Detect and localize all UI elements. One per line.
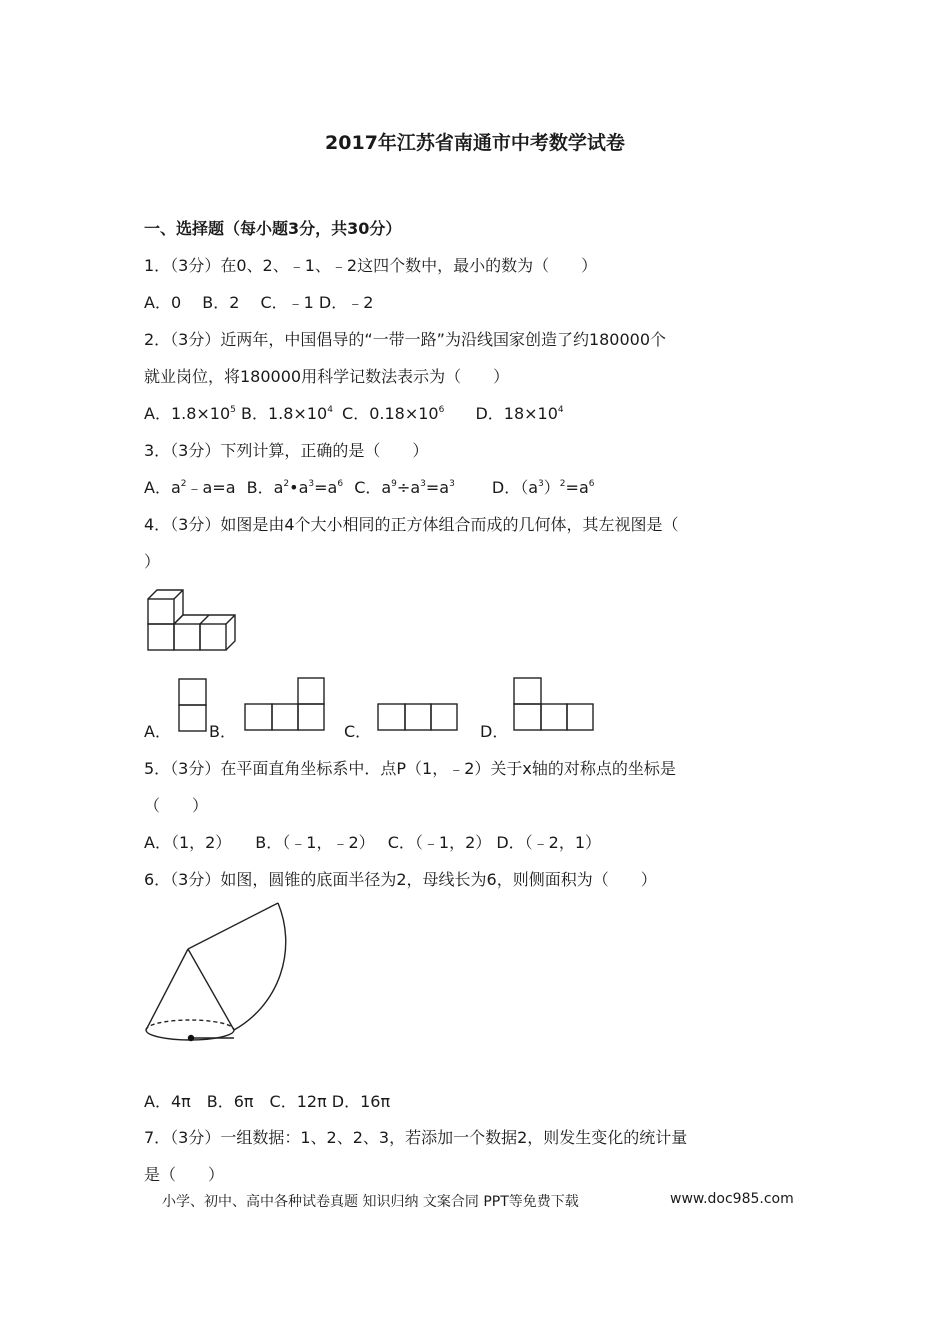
question-6-stem: 6．（3分）如图，圆锥的底面半径为2，母线长为6，则侧面积为（ ） [144, 870, 657, 889]
q3-option-b: B．$a^2•a^3=a^6$ [246, 478, 344, 497]
cone-center-dot [188, 1035, 194, 1041]
q4-option-a-figure [178, 678, 208, 734]
question-4-stem-line2: ） [144, 552, 161, 571]
question-1-stem: 1．（3分）在0、2、﹣1、﹣2这四个数中，最小的数为（ ） [144, 256, 598, 275]
q2-option-c: C．$0.18\times 10^6$ [342, 404, 445, 423]
question-7-stem-line1: 7．（3分）一组数据：1、2、2、3，若添加一个数据2，则发生变化的统计量 [144, 1128, 688, 1147]
page-title: 2017年江苏省南通市中考数学试卷 [325, 132, 625, 154]
cone-sector-figure [138, 898, 298, 1058]
q3-option-d: D．$(a^3)^2=a^6$ [491, 478, 595, 497]
q2-option-b: B．$1.8\times 10^4$ [241, 404, 333, 423]
footer-url-link[interactable]: www.doc985.com [670, 1191, 794, 1207]
question-2-stem-line1: 2．（3分）近两年，中国倡导的“一带一路”为沿线国家创造了约180000个 [144, 330, 667, 349]
q4-option-c-label: C． [344, 722, 372, 741]
q3-option-a: A．$a^2﹣a=a$ [144, 478, 236, 497]
question-5-options: A．（1，2） B．（﹣1，﹣2） C．（﹣1，2） D．（﹣2，1） [144, 833, 602, 852]
question-5-stem-line1: 5．（3分）在平面直角坐标系中．点P（1，﹣2）关于x轴的对称点的坐标是 [144, 759, 676, 778]
question-1-options: A．0 B．2 C．﹣1 D．﹣2 [144, 293, 374, 312]
q2-option-d: D．$18\times 10^4$ [475, 404, 564, 423]
q4-option-c-figure [376, 703, 460, 733]
page-footer [162, 1191, 794, 1211]
q4-option-b-label: B． [209, 722, 236, 741]
section-heading: 一、选择题（每小题3分，共30分） [144, 219, 402, 238]
question-7-stem-line2: 是（ ） [144, 1165, 225, 1184]
question-2-stem-line2: 就业岗位，将180000用科学记数法表示为（ ） [144, 367, 510, 386]
question-5-stem-line2: （ ） [144, 796, 209, 815]
question-6-options: A．4π B．6π C．12π D．16π [144, 1092, 391, 1111]
q4-option-b-figure [243, 677, 327, 734]
question-3-options [144, 477, 594, 499]
q4-option-d-figure [513, 677, 597, 734]
footer-text: 小学、初中、高中各种试卷真题 知识归纳 文案合同 PPT等免费下载 [162, 1194, 579, 1210]
question-2-options [144, 403, 564, 425]
q3-option-c: C．$a^9\div a^3=a^3$ [354, 478, 455, 497]
cube-solid-figure [140, 582, 245, 657]
q4-option-a-label: A． [144, 722, 171, 741]
question-4-stem-line1: 4．（3分）如图是由4个大小相同的正方体组合而成的几何体，其左视图是（ [144, 515, 679, 534]
q2-option-a: A．$1.8\times 10^5$ [144, 404, 236, 423]
q4-option-d-label: D． [480, 722, 509, 741]
question-3-stem: 3．（3分）下列计算，正确的是（ ） [144, 441, 429, 460]
